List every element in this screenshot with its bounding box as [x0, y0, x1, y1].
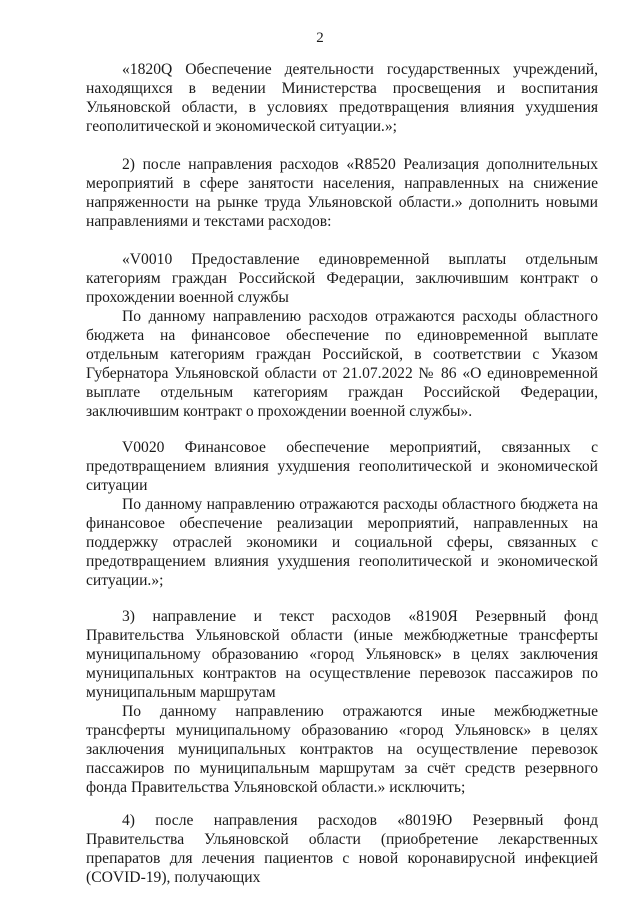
paragraph-v0020-title: V0020 Финансовое обеспечение мероприятий, связанных с предотвращением влияния ухудшения геополитической и экономической ситуации — [86, 439, 598, 494]
paragraph-item-3-description: По данному направлению отражаются иные межбюджетные трансферты муниципальному образованию «город Ульяновск» в целях заключения муниципальных контрактов на осуществление перевозок пассажиров по муниципальным маршрутам за счёт средств резервного фонда Правительства Ульяновской области.» исключить; — [86, 703, 598, 796]
paragraph-item-2: 2) после направления расходов «R8520 Реализация дополнительных мероприятий в сфере занятости населения, направленных на снижение напряженности на рынке труда Ульяновской области.» дополнить новыми направлениями и текстами расходов: — [86, 156, 598, 230]
paragraph-item-3: 3) направление и текст расходов «8190Я Резервный фонд Правительства Ульяновской области (иные межбюджетные трансферты муниципальному образованию «город Ульяновск» в целях заключения муниципальных контрактов на осуществление перевозок пассажиров по муниципальным маршрутам — [86, 608, 598, 701]
page-number: 2 — [316, 30, 324, 46]
paragraph-1820q: «1820Q Обеспечение деятельности государственных учреждений, находящихся в ведении Министерства просвещения и воспитания Ульяновской области, в условиях предотвращения влияния ухудшения геополитической и экономической ситуации.»; — [86, 61, 598, 135]
document-body — [86, 60, 598, 887]
paragraph-v0020-description: По данному направлению отражаются расходы областного бюджета на финансовое обеспечение реализации мероприятий, направленных на поддержку отраслей экономики и социальной сферы, связанных с предотвращением влияния ухудшения геополитической и экономической ситуации.»; — [86, 496, 598, 589]
paragraph-v0010-description: По данному направлению расходов отражаются расходы областного бюджета на финансовое обеспечение по единовременной выплате отдельным категориям граждан Российской, в соответствии с Указом Губернатора Ульяновской области от 21.07.2022 № 86 «О единовременной выплате отдельным категориям граждан Российской Федерации, заключившим контракт о прохождении военной службы». — [86, 308, 598, 420]
paragraph-v0010-title: «V0010 Предоставление единовременной выплаты отдельным категориям граждан Российской Федерации, заключившим контракт о прохождении военной службы — [86, 251, 598, 306]
paragraph-item-4: 4) после направления расходов «8019Ю Резервный фонд Правительства Ульяновской области (приобретение лекарственных препаратов для лечения пациентов с новой коронавирусной инфекцией (COVID-19), получающих — [86, 812, 598, 886]
